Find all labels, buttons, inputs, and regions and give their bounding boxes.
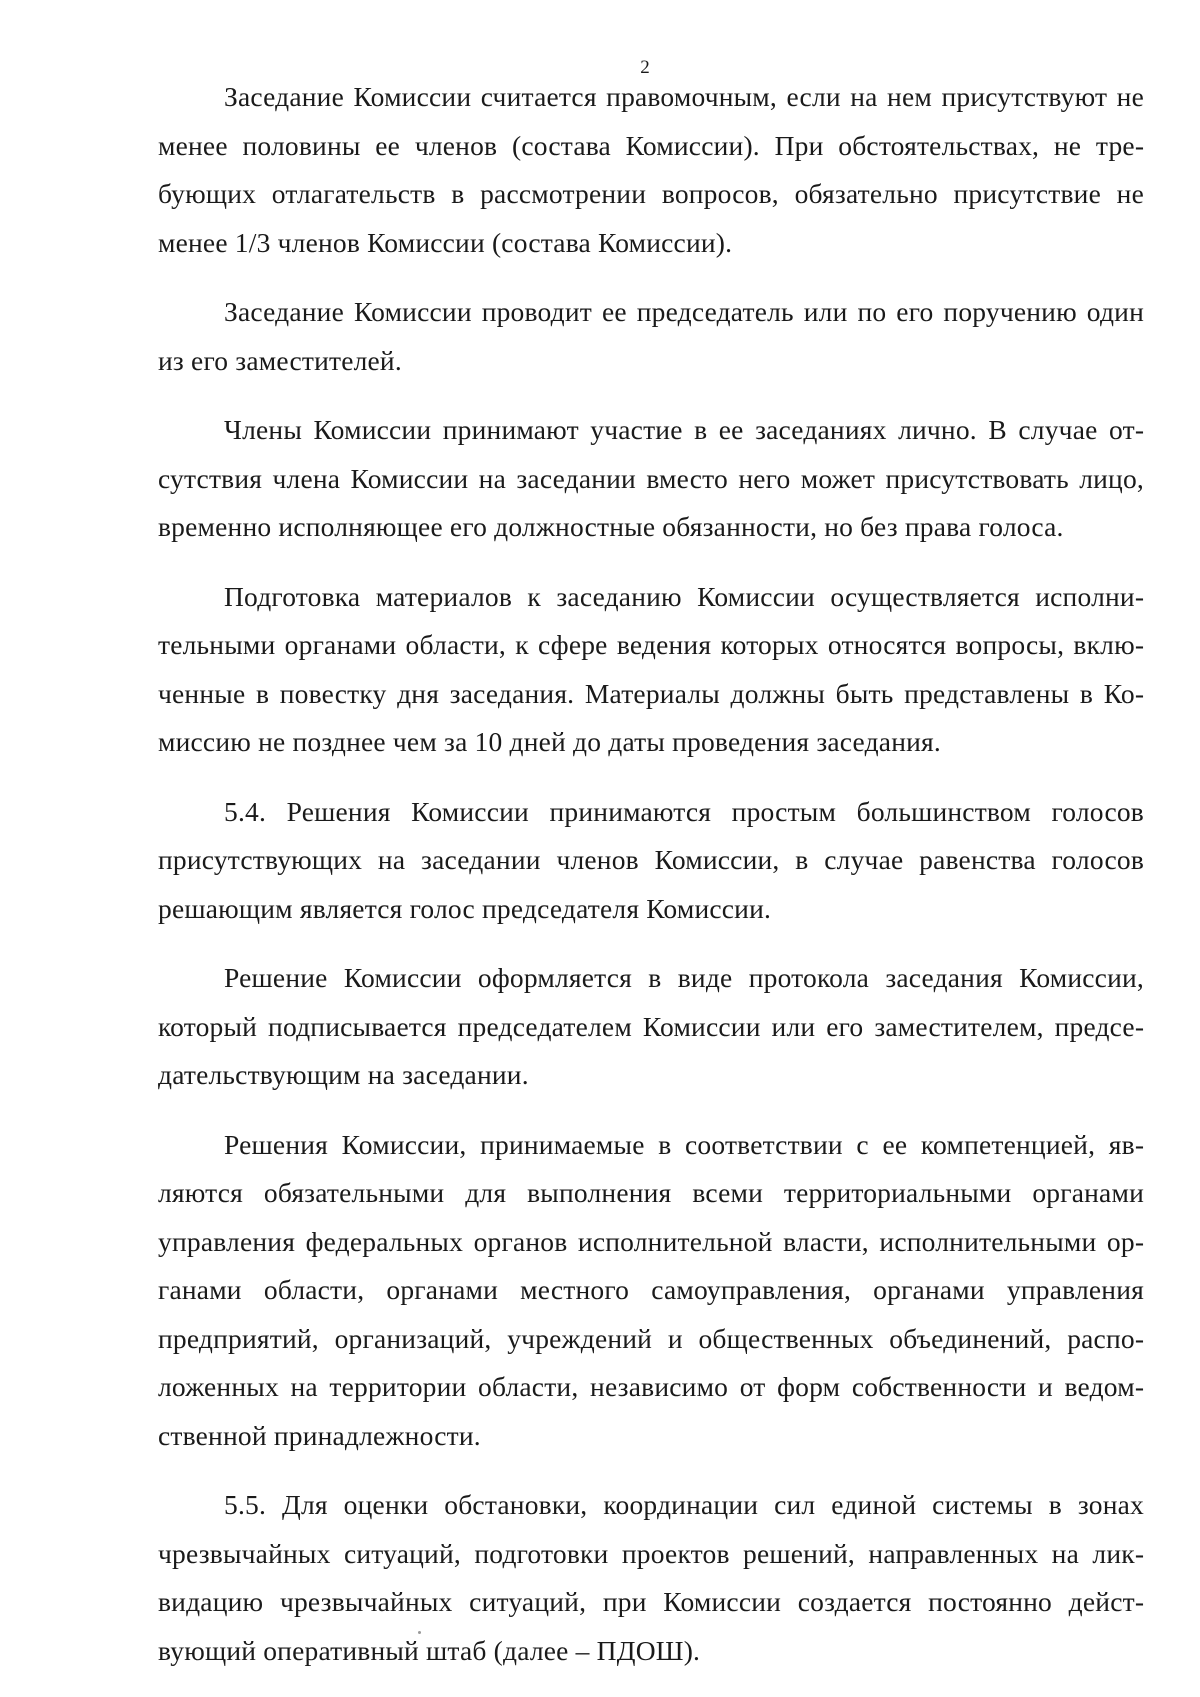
paragraph-chairing: Заседание Комиссии проводит ее председатель или по его поручению один из его заместителей. — [158, 296, 1144, 376]
paragraph-personal-participation: Члены Комиссии принимают участие в ее заседаниях лично. В случае отсутствия члена Комиссии на заседании вместо него может присутствовать лицо, временно исполняющее его должностные обязанности, но без права голоса. — [158, 414, 1144, 542]
paragraph-5-4-decisions: 5.4. Решения Комиссии принимаются простым большинством голосов присутствующих на заседании членов Комиссии, в случае равенства голосов решающим является голос председателя Комиссии. — [158, 795, 1144, 924]
scan-speck — [418, 1631, 421, 1634]
paragraph-materials-preparation: Подготовка материалов к заседанию Комиссии осуществляется исполнительными органами области, к сфере ведения которых относятся вопросы, включенные в повестку дня заседания. Материалы должны быть представлены в Комиссию не позднее чем за 10 дней до даты проведения заседания. — [158, 580, 1144, 757]
paragraph-5-5-operational-staff: 5.5. Для оценки обстановки, координации сил единой системы в зонах чрезвычайных ситуаций, подготовки проектов решений, направленных на ликвидацию чрезвычайных ситуаций, при Комиссии создается постоянно действующий оперативный штаб (далее – ПДОШ). — [158, 1489, 1144, 1666]
paragraph-protocol: Решение Комиссии оформляется в виде протокола заседания Комиссии, который подписывается председателем Комиссии или его заместителем, председательствующим на заседании. — [158, 962, 1144, 1090]
paragraph-quorum: Заседание Комиссии считается правомочным, если на нем присутствуют не менее половины ее членов (состава Комиссии). При обстоятельствах, не требующих отлагательств в рассмотрении вопросов, обязательно присутствие не менее 1/3 членов Комиссии (состава Комиссии). — [158, 81, 1144, 258]
page-number: 2 — [640, 57, 650, 78]
document-body — [158, 73, 1144, 1696]
paragraph-binding-decisions: Решения Комиссии, принимаемые в соответствии с ее компетенцией, являются обязательными для выполнения всеми территориальными органами управления федеральных органов исполнительной власти, исполнительными органами области, органами местного самоуправления, органами управления предприятий, организаций, учреждений и общественных объединений, расположенных на территории области, независимо от форм собственности и ведомственной принадлежности. — [158, 1128, 1144, 1451]
